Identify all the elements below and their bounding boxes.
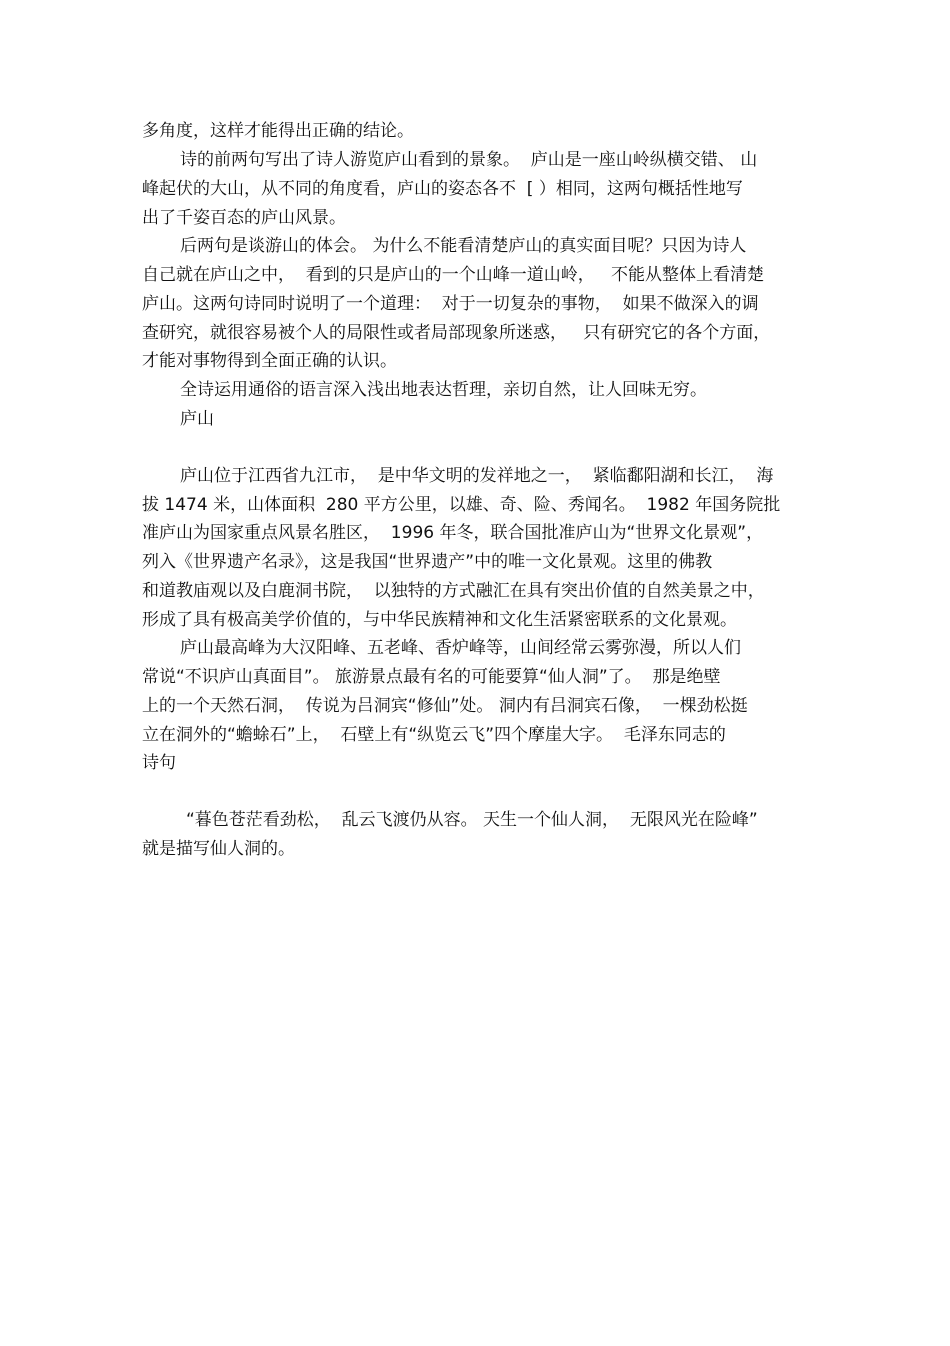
text-line: 庐山最高峰为大汉阳峰、五老峰、香炉峰等，山间经常云雾弥漫，所以人们 [180,638,741,658]
text-line: 常说“不识庐山真面目”。 旅游景点最有名的可能要算“仙人洞”了。 那是绝壁 [142,667,721,687]
text-line: 才能对事物得到全面正确的认识。 [142,351,397,371]
text-line: 就是描写仙人洞的。 [142,839,295,859]
text-line: 自己就在庐山之中， 看到的只是庐山的一个山峰一道山岭， 不能从整体上看清楚 [142,265,765,285]
text-line: 和道教庙观以及白鹿洞书院， 以独特的方式融汇在具有突出价值的自然美景之中， [142,581,765,601]
poem-quote: “暮色苍茫看劲松， 乱云飞渡仍从容。 天生一个仙人洞， 无限风光在险峰” [186,810,758,830]
text-line: 庐山位于江西省九江市， 是中华文明的发祥地之一， 紧临鄱阳湖和长江， 海 [180,466,774,486]
text-line: 准庐山为国家重点风景名胜区， 1996 年冬，联合国批准庐山为“世界文化景观”， [142,523,764,543]
text-line: 峰起伏的大山，从不同的角度看，庐山的姿态各不 [ ）相同，这两句概括性地写 [142,179,743,199]
text-line: 庐山。这两句诗同时说明了一个道理： 对于一切复杂的事物， 如果不做深入的调 [142,294,759,314]
text-line: 形成了具有极高美学价值的，与中华民族精神和文化生活紧密联系的文化景观。 [142,610,737,630]
text-line: 立在洞外的“蟾蜍石”上， 石壁上有“纵览云飞”四个摩崖大字。 毛泽东同志的 [142,725,726,745]
text-line: 拔 1474 米，山体面积 280 平方公里，以雄、奇、险、秀闻名。 1982 年国务院批 [142,495,781,515]
text-line: 诗的前两句写出了诗人游览庐山看到的景象。 庐山是一座山岭纵横交错、 山 [180,150,758,170]
section-heading: 庐山 [180,409,214,429]
text-line: 多角度，这样才能得出正确的结论。 [142,121,414,141]
text-line: 列入《世界遗产名录》，这是我国“世界遗产”中的唯一文化景观。这里的佛教 [142,552,713,572]
text-line: 出了千姿百态的庐山风景。 [142,208,346,228]
text-line: 查研究，就很容易被个人的局限性或者局部现象所迷惑， 只有研究它的各个方面， [142,323,771,343]
text-line: 全诗运用通俗的语言深入浅出地表达哲理，亲切自然，让人回味无穷。 [180,380,707,400]
text-line: 上的一个天然石洞， 传说为吕洞宾“修仙”处。 洞内有吕洞宾石像， 一棵劲松挺 [142,696,748,716]
text-line: 后两句是谈游山的体会。 为什么不能看清楚庐山的真实面目呢？只因为诗人 [180,236,747,256]
text-line: 诗句 [142,753,176,773]
